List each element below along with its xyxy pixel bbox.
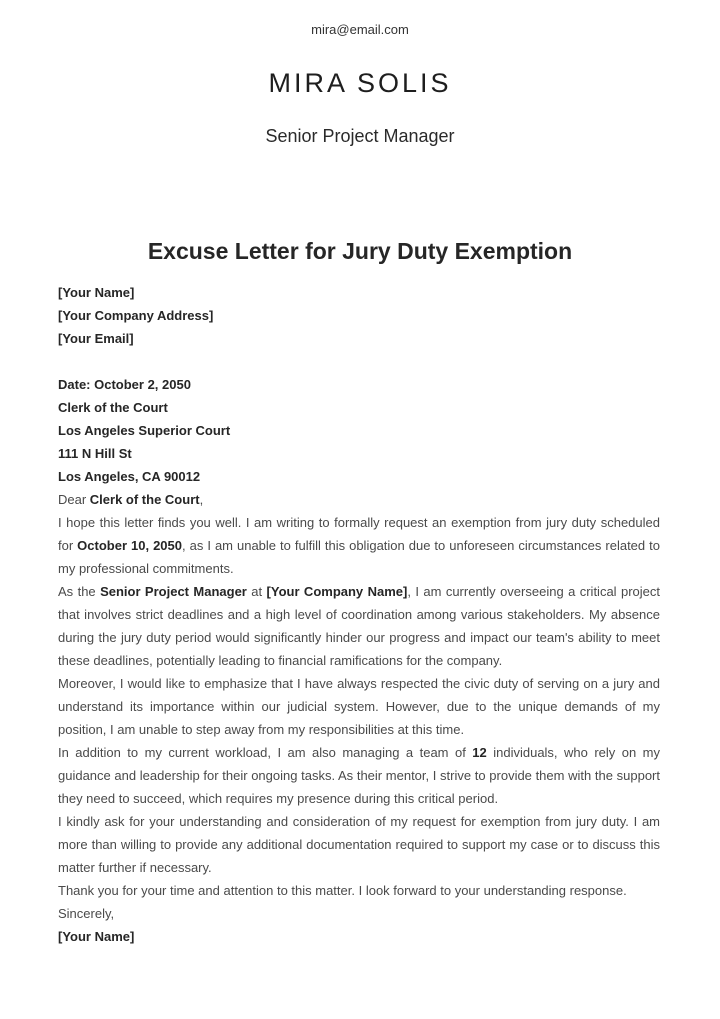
sender-name: [Your Name] — [58, 285, 135, 300]
letter-date: Date: October 2, 2050 — [58, 377, 191, 392]
team-count: 12 — [472, 745, 487, 760]
sender-email: [Your Email] — [58, 331, 134, 346]
closing: Sincerely, — [58, 906, 115, 921]
role-highlight: Senior Project Manager — [100, 584, 247, 599]
header-role: Senior Project Manager — [265, 126, 455, 146]
jury-duty-date: October 10, 2050 — [77, 538, 182, 553]
paragraph-2: As the Senior Project Manager at [Your Company Name], I am currently overseeing a critical project that involves strict deadlines and a high level of coordination among various stakeholders. My absence during the jury duty period would significantly hinder our progress and impact our team's ability to meet these deadlines, potentially leading to financial ramifications for the company. — [58, 584, 660, 668]
paragraph-3: Moreover, I would like to emphasize that I have always respected the civic duty of serving on a jury and understand its importance within our judicial system. However, due to the unique demands of my position, I am unable to step away from my responsibilities at this time. — [58, 676, 660, 737]
letter-body — [58, 281, 660, 948]
paragraph-5: I kindly ask for your understanding and consideration of my request for exemption from jury duty. I am more than willing to provide any additional documentation required to support my case or to discuss this matter further if necessary. — [58, 814, 660, 875]
recipient-title: Clerk of the Court — [58, 400, 168, 415]
signature-name: [Your Name] — [58, 929, 135, 944]
header-email: mira@email.com — [311, 22, 409, 37]
recipient-court: Los Angeles Superior Court — [58, 423, 231, 438]
letter-title: Excuse Letter for Jury Duty Exemption — [147, 238, 573, 264]
paragraph-4: In addition to my current workload, I am also managing a team of 12 individuals, who rely on my guidance and leadership for their ongoing tasks. As their mentor, I strive to provide them with the support they need to succeed, which requires my presence during this critical period. — [58, 745, 660, 806]
header-name: MIRA SOLIS — [268, 68, 452, 98]
greeting: Dear Clerk of the Court, — [58, 492, 204, 507]
recipient-city: Los Angeles, CA 90012 — [58, 469, 201, 484]
sender-company-address: [Your Company Address] — [58, 308, 214, 323]
company-highlight: [Your Company Name] — [266, 584, 408, 599]
paragraph-1: I hope this letter finds you well. I am writing to formally request an exemption from jury duty scheduled for October 10, 2050, as I am unable to fulfill this obligation due to unforeseen circumstances related to my professional commitments. — [58, 515, 660, 576]
paragraph-6: Thank you for your time and attention to this matter. I look forward to your understanding response. — [58, 883, 627, 898]
recipient-street: 111 N Hill St — [58, 446, 132, 461]
